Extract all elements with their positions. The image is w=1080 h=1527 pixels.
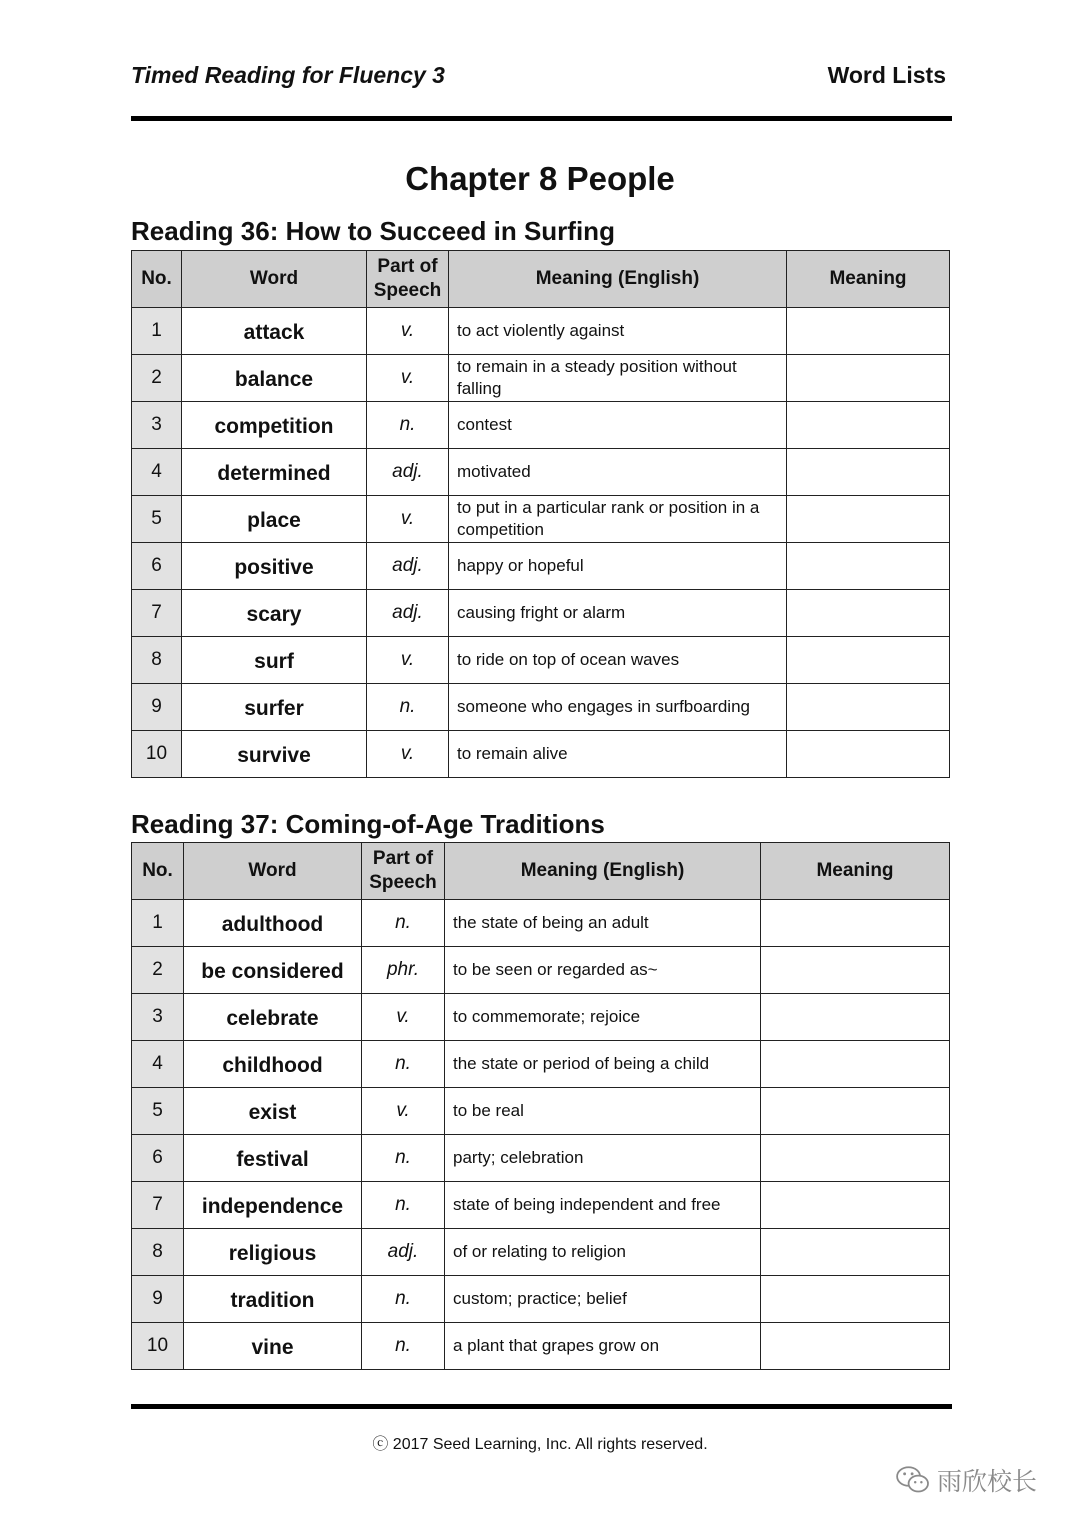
row-part-of-speech: v. <box>362 1088 445 1135</box>
row-word: festival <box>184 1135 362 1182</box>
watermark <box>895 1462 1037 1498</box>
row-part-of-speech: v. <box>367 731 449 778</box>
reading-37-word-table <box>131 842 950 1370</box>
row-meaning-english: to remain in a steady position without falling <box>449 355 787 402</box>
row-meaning <box>761 1041 950 1088</box>
row-word: surfer <box>182 684 367 731</box>
row-word: attack <box>182 308 367 355</box>
row-word: vine <box>184 1323 362 1370</box>
col-header-meaning-english: Meaning (English) <box>449 251 787 308</box>
reading-37-title: Reading 37: Coming-of-Age Traditions <box>131 809 605 839</box>
row-number: 4 <box>132 449 182 496</box>
row-part-of-speech: v. <box>367 496 449 543</box>
row-meaning <box>761 1088 950 1135</box>
row-word: balance <box>182 355 367 402</box>
row-meaning-english: party; celebration <box>445 1135 761 1182</box>
row-meaning-english: someone who engages in surfboarding <box>449 684 787 731</box>
col-header-part-of-speech: Part of Speech <box>362 843 445 900</box>
table-row <box>132 308 950 355</box>
row-meaning <box>787 731 950 778</box>
row-number: 8 <box>132 1229 184 1276</box>
row-meaning <box>761 1182 950 1229</box>
row-word: childhood <box>184 1041 362 1088</box>
row-meaning-english: to be real <box>445 1088 761 1135</box>
table-row <box>132 590 950 637</box>
table-header-row <box>132 251 950 308</box>
col-header-no: No. <box>132 251 182 308</box>
row-meaning-english: the state or period of being a child <box>445 1041 761 1088</box>
row-word: surf <box>182 637 367 684</box>
row-meaning <box>787 308 950 355</box>
watermark-text: 雨欣校长 <box>937 1467 1038 1496</box>
row-meaning <box>787 590 950 637</box>
row-meaning-english: to be seen or regarded as~ <box>445 947 761 994</box>
copyright-footer: ⓒ 2017 Seed Learning, Inc. All rights reserved. <box>372 1436 708 1453</box>
table-row <box>132 994 950 1041</box>
row-meaning <box>787 637 950 684</box>
page-header <box>131 62 946 94</box>
row-number: 7 <box>132 1182 184 1229</box>
row-word: independence <box>184 1182 362 1229</box>
row-part-of-speech: v. <box>367 355 449 402</box>
reading-36-title: Reading 36: How to Succeed in Surfing <box>131 216 615 246</box>
book-title: Timed Reading for Fluency 3 <box>131 62 445 88</box>
row-word: tradition <box>184 1276 362 1323</box>
table-row <box>132 637 950 684</box>
row-word: adulthood <box>184 900 362 947</box>
table-row <box>132 1088 950 1135</box>
row-meaning-english: contest <box>449 402 787 449</box>
row-meaning <box>787 402 950 449</box>
row-meaning <box>761 900 950 947</box>
row-meaning-english: to act violently against <box>449 308 787 355</box>
row-meaning <box>761 1323 950 1370</box>
row-part-of-speech: adj. <box>362 1229 445 1276</box>
row-meaning-english: custom; practice; belief <box>445 1276 761 1323</box>
header-divider <box>131 116 952 121</box>
table-row <box>132 1276 950 1323</box>
row-number: 1 <box>132 900 184 947</box>
row-meaning <box>787 684 950 731</box>
row-part-of-speech: n. <box>362 1182 445 1229</box>
row-meaning <box>761 1135 950 1182</box>
row-number: 10 <box>132 1323 184 1370</box>
col-header-no: No. <box>132 843 184 900</box>
row-number: 8 <box>132 637 182 684</box>
table-row <box>132 900 950 947</box>
row-part-of-speech: v. <box>367 308 449 355</box>
row-word: celebrate <box>184 994 362 1041</box>
section-label: Word Lists <box>827 62 946 88</box>
row-number: 2 <box>132 355 182 402</box>
row-meaning-english: to commemorate; rejoice <box>445 994 761 1041</box>
row-word: exist <box>184 1088 362 1135</box>
row-meaning-english: happy or hopeful <box>449 543 787 590</box>
row-part-of-speech: n. <box>362 1041 445 1088</box>
table-row <box>132 355 950 402</box>
table-row <box>132 947 950 994</box>
row-number: 9 <box>132 684 182 731</box>
row-meaning-english: motivated <box>449 449 787 496</box>
row-part-of-speech: n. <box>362 1276 445 1323</box>
row-meaning <box>787 543 950 590</box>
row-word: be considered <box>184 947 362 994</box>
col-header-word: Word <box>184 843 362 900</box>
chapter-title: Chapter 8 People <box>405 160 675 197</box>
row-part-of-speech: adj. <box>367 449 449 496</box>
table-row <box>132 449 950 496</box>
row-meaning <box>761 994 950 1041</box>
col-header-meaning: Meaning <box>787 251 950 308</box>
row-part-of-speech: phr. <box>362 947 445 994</box>
col-header-part-of-speech: Part of Speech <box>367 251 449 308</box>
col-header-meaning-english: Meaning (English) <box>445 843 761 900</box>
row-number: 3 <box>132 402 182 449</box>
table-row <box>132 496 950 543</box>
table-row <box>132 731 950 778</box>
row-word: survive <box>182 731 367 778</box>
row-number: 6 <box>132 543 182 590</box>
row-part-of-speech: n. <box>367 402 449 449</box>
row-meaning-english: of or relating to religion <box>445 1229 761 1276</box>
reading-36-word-table <box>131 250 950 778</box>
table-row <box>132 684 950 731</box>
row-part-of-speech: n. <box>367 684 449 731</box>
row-number: 4 <box>132 1041 184 1088</box>
table-row <box>132 1182 950 1229</box>
row-word: competition <box>182 402 367 449</box>
row-word: place <box>182 496 367 543</box>
table-header-row <box>132 843 950 900</box>
row-meaning-english: a plant that grapes grow on <box>445 1323 761 1370</box>
row-part-of-speech: n. <box>362 900 445 947</box>
row-word: determined <box>182 449 367 496</box>
row-meaning-english: state of being independent and free <box>445 1182 761 1229</box>
row-number: 5 <box>132 496 182 543</box>
table-row <box>132 1229 950 1276</box>
table-row <box>132 402 950 449</box>
row-meaning <box>761 1229 950 1276</box>
row-part-of-speech: v. <box>362 994 445 1041</box>
row-meaning-english: to remain alive <box>449 731 787 778</box>
col-header-word: Word <box>182 251 367 308</box>
row-meaning-english: the state of being an adult <box>445 900 761 947</box>
row-meaning <box>787 449 950 496</box>
row-part-of-speech: adj. <box>367 590 449 637</box>
row-meaning <box>787 355 950 402</box>
row-meaning-english: to put in a particular rank or position in a competition <box>449 496 787 543</box>
wechat-icon <box>895 1465 931 1495</box>
row-number: 6 <box>132 1135 184 1182</box>
row-word: religious <box>184 1229 362 1276</box>
row-number: 3 <box>132 994 184 1041</box>
row-number: 9 <box>132 1276 184 1323</box>
footer-divider <box>131 1404 952 1409</box>
row-part-of-speech: v. <box>367 637 449 684</box>
row-part-of-speech: n. <box>362 1135 445 1182</box>
row-number: 1 <box>132 308 182 355</box>
row-word: scary <box>182 590 367 637</box>
row-meaning <box>761 947 950 994</box>
row-meaning-english: causing fright or alarm <box>449 590 787 637</box>
row-number: 10 <box>132 731 182 778</box>
row-word: positive <box>182 543 367 590</box>
row-meaning <box>787 496 950 543</box>
table-row <box>132 1041 950 1088</box>
table-row <box>132 1135 950 1182</box>
row-part-of-speech: n. <box>362 1323 445 1370</box>
row-number: 2 <box>132 947 184 994</box>
row-number: 7 <box>132 590 182 637</box>
table-row <box>132 1323 950 1370</box>
row-meaning-english: to ride on top of ocean waves <box>449 637 787 684</box>
table-row <box>132 543 950 590</box>
row-part-of-speech: adj. <box>367 543 449 590</box>
row-number: 5 <box>132 1088 184 1135</box>
col-header-meaning: Meaning <box>761 843 950 900</box>
row-meaning <box>761 1276 950 1323</box>
